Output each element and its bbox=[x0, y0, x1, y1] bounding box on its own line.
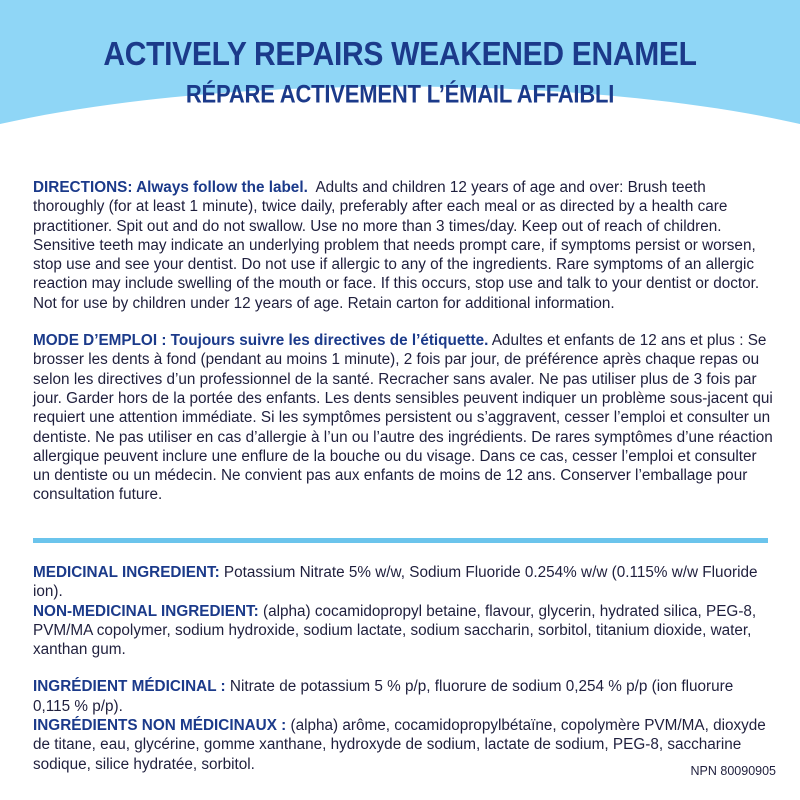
medicinal-ingredient-english bbox=[33, 563, 773, 602]
nonmedicinal-ingredient-english-label: NON-MEDICINAL INGREDIENT: bbox=[33, 602, 259, 620]
ingredients-section bbox=[33, 563, 773, 774]
nonmedicinal-ingredient-english-text: (alpha) cocamidopropyl betaine, flavour, glycerin, hydrated silica, PEG-8, PVM/MA copolymer, sodium hydroxide, sodium lactate, sodium saccharin, sorbitol, titanium dioxide, water, xanthan gum. bbox=[33, 602, 757, 659]
nonmedicinal-ingredient-french-text: (alpha) arôme, cocamidopropylbétaïne, copolymère PVM/MA, dioxyde de titane, eau, glycérine, gomme xanthane, hydroxyde de sodium, lactate de sodium, PEG-8, saccharine sodique, silice hydratée, sorbitol. bbox=[33, 717, 766, 773]
nonmedicinal-ingredient-english bbox=[33, 602, 773, 660]
directions-french-label: MODE D’EMPLOI : Toujours suivre les directives de l’étiquette. bbox=[33, 332, 489, 350]
headline-english: ACTIVELY REPAIRS WEAKENED ENAMEL bbox=[103, 36, 697, 73]
nonmedicinal-ingredient-french-label: INGRÉDIENTS NON MÉDICINAUX : bbox=[33, 717, 287, 735]
npn-number: NPN 80090905 bbox=[690, 764, 776, 778]
medicinal-ingredient-french bbox=[33, 677, 773, 716]
directions-english-text: Adults and children 12 years of age and over: Brush teeth thoroughly (for at least 1 minute), twice daily, preferably after each meal or as directed by a health care practitioner. Spit out and do not swallow. Use no more than 3 times/day. Keep out of reach of children. Sensitive teeth may indicate an underlying problem that needs prompt care, if symptoms persist or worsen, stop use and see your dentist. Do not use if allergic to any of the ingredients. Rare symptoms of an allergic reaction may include swelling of the mouth or face. If this occurs, stop use and talk to your dentist or doctor. Not for use by children under 12 years of age. Retain carton for additional information. bbox=[33, 179, 764, 312]
section-divider bbox=[33, 538, 768, 543]
medicinal-ingredient-french-text: Nitrate de potassium 5 % p/p, fluorure de sodium 0,254 % p/p (ion fluorure 0,115 % p/p). bbox=[33, 678, 734, 715]
directions-french bbox=[33, 331, 773, 505]
directions-english-label: DIRECTIONS: Always follow the label. bbox=[33, 179, 308, 196]
medicinal-ingredient-english-label: MEDICINAL INGREDIENT: bbox=[33, 564, 220, 581]
medicinal-ingredient-english-text: Potassium Nitrate 5% w/w, Sodium Fluoride 0.254% w/w (0.115% w/w Fluoride ion). bbox=[33, 564, 758, 601]
directions-english bbox=[33, 178, 773, 313]
nonmedicinal-ingredient-french bbox=[33, 716, 773, 774]
directions-french-text: Adultes et enfants de 12 ans et plus : Se brosser les dents à fond (pendant au moins 1 minute), 2 fois par jour, de préférence après chaque repas ou selon les directives d’un professionnel de la santé. Recracher sans avaler. Ne pas utiliser plus de 3 fois par jour. Garder hors de la portée des enfants. Les dents sensibles peuvent indiquer un problème sous-jacent qui requiert une attention immédiate. Si les symptômes persistent ou s’aggravent, cesser l’emploi et consulter un dentiste. Ne pas utiliser en cas d’allergie à l’un ou l’autre des ingrédients. De rares symptômes d’une réaction allergique peuvent inclure une enflure de la bouche ou du visage. Dans ce cas, cesser l’emploi et consulter un dentiste ou un médecin. Ne convient pas aux enfants de moins de 12 ans. Conserver l’emballage pour consultation future. bbox=[33, 332, 773, 504]
directions-section bbox=[33, 178, 773, 505]
medicinal-ingredient-french-label: INGRÉDIENT MÉDICINAL : bbox=[33, 678, 226, 696]
headline-french: RÉPARE ACTIVEMENT L’ÉMAIL AFFAIBLI bbox=[185, 80, 615, 108]
